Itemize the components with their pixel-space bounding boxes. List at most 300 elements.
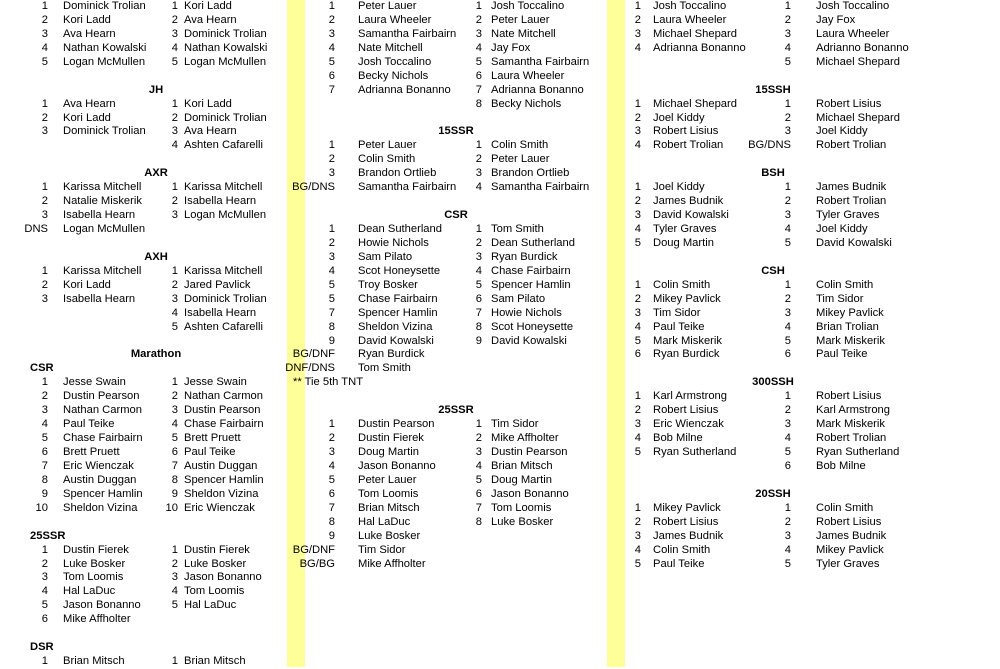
name-second: Paul Teike <box>184 446 236 458</box>
name-second: Spencer Hamlin <box>184 473 264 486</box>
name-second: Logan McMullen <box>184 209 267 222</box>
name-first: Nathan Carmon <box>63 404 142 417</box>
event-title: DSR <box>30 641 54 654</box>
name-second: Jesse Swain <box>184 376 247 389</box>
spacer <box>0 153 287 167</box>
place-first: 1 <box>328 139 335 152</box>
place-first: 9 <box>328 334 335 347</box>
name-second: Chase Fairbairn <box>491 264 571 277</box>
place-second: 2 <box>784 292 791 305</box>
name-first: Chase Fairbairn <box>358 292 438 305</box>
place-first: 4 <box>634 223 641 235</box>
name-first: Kori Ladd <box>63 278 111 291</box>
results-column-2 <box>285 0 607 571</box>
result-row <box>305 139 607 153</box>
place-second: 2 <box>475 13 482 26</box>
result-row <box>0 390 287 404</box>
result-row <box>305 265 607 279</box>
spacer <box>625 251 1000 265</box>
place-first: 1 <box>634 278 641 291</box>
name-second: Samantha Fairbairn <box>491 181 590 194</box>
place-first: 3 <box>41 125 48 138</box>
name-first: Eric Wienczak <box>653 418 724 431</box>
place-first: 4 <box>634 41 641 54</box>
name-first: Jesse Swain <box>63 376 126 389</box>
name-second: Colin Smith <box>816 278 874 291</box>
place-first: 7 <box>328 83 335 96</box>
spacer <box>305 112 607 126</box>
place-first: 4 <box>634 139 641 152</box>
name-second: Kori Ladd <box>184 97 232 110</box>
name-second: Paul Teike <box>816 348 868 361</box>
name-first: Luke Bosker <box>358 529 421 542</box>
results-column-1 <box>0 0 287 669</box>
name-second: Bob Milne <box>816 459 866 472</box>
result-row <box>625 112 1000 126</box>
name-first: Sheldon Vizina <box>358 320 433 333</box>
name-second: Michael Shepard <box>816 111 900 124</box>
result-row <box>0 544 287 558</box>
name-first: Colin Smith <box>653 543 711 556</box>
name-first: Jason Bonanno <box>63 599 141 612</box>
place-first: 2 <box>634 515 641 528</box>
name-second: Doug Martin <box>491 473 552 486</box>
name-second: Tim Sidor <box>491 418 539 431</box>
result-row <box>285 362 607 376</box>
name-first: Dustin Fierek <box>358 432 424 445</box>
name-second: Sam Pilato <box>491 292 546 305</box>
place-first: 2 <box>634 404 641 417</box>
place-first: 2 <box>41 278 48 291</box>
place-second: 4 <box>171 585 178 598</box>
place-first: DNF/DNS <box>285 362 335 375</box>
place-second: 3 <box>475 446 482 458</box>
event-title: CSH <box>761 264 785 277</box>
event-heading <box>0 362 287 376</box>
name-second: Tom Loomis <box>491 501 552 514</box>
event-title: 300SSH <box>752 376 794 389</box>
place-first: 3 <box>634 529 641 542</box>
place-second: 1 <box>784 181 791 194</box>
result-row <box>0 321 287 335</box>
result-row <box>0 558 287 572</box>
place-first: 1 <box>634 181 641 194</box>
name-first: Adrianna Bonanno <box>653 41 746 54</box>
name-second: Brett Pruett <box>184 432 241 445</box>
result-row <box>0 488 287 502</box>
name-second: Dominick Trolian <box>184 292 267 305</box>
place-second: 5 <box>784 334 791 347</box>
result-row <box>305 251 607 265</box>
name-second: Tyler Graves <box>816 557 880 570</box>
event-heading <box>625 488 1000 502</box>
name-second: Robert Trolian <box>816 195 887 208</box>
name-second: Michael Shepard <box>816 55 900 68</box>
event-title: CSR <box>30 362 54 375</box>
name-second: Samantha Fairbairn <box>491 55 590 68</box>
name-first: Tom Loomis <box>63 571 124 584</box>
place-second: 2 <box>171 390 178 403</box>
result-row <box>625 14 1000 28</box>
place-second: 3 <box>784 418 791 431</box>
place-first: 6 <box>41 613 48 626</box>
result-row <box>305 279 607 293</box>
name-second: Tom Smith <box>491 223 544 235</box>
name-first: Brian Mitsch <box>63 655 125 668</box>
name-second: Logan McMullen <box>184 55 267 68</box>
place-second: 2 <box>475 432 482 445</box>
place-second: 5 <box>784 55 791 68</box>
place-first: 5 <box>328 278 335 291</box>
result-row <box>625 335 1000 349</box>
spacer <box>0 237 287 251</box>
result-row <box>625 516 1000 530</box>
name-first: Michael Shepard <box>653 97 737 110</box>
name-second: Jason Bonanno <box>184 571 262 584</box>
name-first: Bob Milne <box>653 432 703 445</box>
result-row <box>305 28 607 42</box>
name-second: Tim Sidor <box>816 292 864 305</box>
spacer <box>625 362 1000 376</box>
name-second: Ava Hearn <box>184 125 237 138</box>
place-first: 3 <box>328 446 335 458</box>
name-second: David Kowalski <box>816 236 892 249</box>
result-row <box>305 446 607 460</box>
name-second: Ava Hearn <box>184 13 237 26</box>
result-row <box>625 237 1000 251</box>
name-first: Mikey Pavlick <box>653 501 721 514</box>
place-first: 7 <box>328 306 335 319</box>
name-first: Karissa Mitchell <box>63 181 142 194</box>
place-first: 4 <box>328 41 335 54</box>
result-row <box>625 195 1000 209</box>
result-row <box>305 474 607 488</box>
result-row <box>625 432 1000 446</box>
name-first: David Kowalski <box>358 334 434 347</box>
place-first: BG/BG <box>299 557 335 570</box>
place-second: 3 <box>171 404 178 417</box>
result-row <box>0 125 287 139</box>
name-second: Luke Bosker <box>491 515 554 528</box>
place-second: 8 <box>475 97 482 110</box>
place-first: 3 <box>328 27 335 40</box>
place-second: 1 <box>475 223 482 235</box>
place-second: 3 <box>171 292 178 305</box>
result-row <box>305 432 607 446</box>
place-first: 3 <box>41 209 48 222</box>
event-heading <box>625 167 1000 181</box>
event-heading <box>625 265 1000 279</box>
place-second: 3 <box>475 167 482 180</box>
name-first: Karissa Mitchell <box>63 264 142 277</box>
place-second: 3 <box>784 27 791 40</box>
place-second: 5 <box>784 236 791 249</box>
name-second: Dominick Trolian <box>184 111 267 124</box>
name-second: Dustin Pearson <box>491 446 568 458</box>
place-first: 3 <box>634 306 641 319</box>
place-second: 1 <box>784 97 791 110</box>
name-first: Troy Bosker <box>358 278 418 291</box>
result-row <box>0 293 287 307</box>
spacer <box>625 70 1000 84</box>
place-second: 7 <box>475 501 482 514</box>
name-first: Peter Lauer <box>358 139 417 152</box>
footnote <box>293 376 607 390</box>
place-second: 3 <box>475 250 482 263</box>
name-second: Mark Miskerik <box>816 418 885 431</box>
name-second: Peter Lauer <box>491 13 550 26</box>
result-row <box>625 418 1000 432</box>
place-second: 1 <box>784 390 791 403</box>
result-row <box>0 14 287 28</box>
place-first: 1 <box>634 390 641 403</box>
result-row <box>0 0 287 14</box>
place-second: 4 <box>171 41 178 54</box>
place-first: 3 <box>634 209 641 222</box>
result-row <box>625 502 1000 516</box>
place-second: 2 <box>784 404 791 417</box>
result-row <box>0 307 287 321</box>
result-row <box>305 42 607 56</box>
place-first: 3 <box>634 125 641 138</box>
result-row <box>625 139 1000 153</box>
place-first: 10 <box>35 501 48 514</box>
name-second: Tom Loomis <box>184 585 245 598</box>
place-first: DNS <box>24 223 48 235</box>
place-second: 2 <box>784 195 791 208</box>
event-heading <box>305 209 607 223</box>
name-first: Hal LaDuc <box>358 515 411 528</box>
name-first: Brandon Ortlieb <box>358 167 437 180</box>
event-heading <box>305 404 607 418</box>
place-first: 2 <box>41 13 48 26</box>
place-second: 2 <box>475 236 482 249</box>
place-first: 2 <box>634 13 641 26</box>
name-second: Dustin Pearson <box>184 404 261 417</box>
name-first: Luke Bosker <box>63 557 126 570</box>
name-second: Colin Smith <box>816 501 874 514</box>
place-first: 2 <box>328 153 335 166</box>
name-first: James Budnik <box>653 195 724 208</box>
place-first: 3 <box>328 250 335 263</box>
name-first: Michael Shepard <box>653 27 737 40</box>
name-second: Nathan Kowalski <box>184 41 268 54</box>
place-first: 1 <box>41 0 48 12</box>
result-row <box>625 446 1000 460</box>
place-second: 1 <box>475 139 482 152</box>
name-first: Eric Wienczak <box>63 459 134 472</box>
name-second: Joel Kiddy <box>816 223 868 235</box>
place-first: 8 <box>328 320 335 333</box>
event-title: 25SSR <box>30 529 66 542</box>
place-second: 3 <box>784 209 791 222</box>
result-row <box>625 181 1000 195</box>
place-first: 5 <box>41 432 48 445</box>
place-first: 5 <box>634 334 641 347</box>
name-second: Robert Lisius <box>816 515 882 528</box>
name-first: Ava Hearn <box>63 97 116 110</box>
name-first: Nathan Kowalski <box>63 41 147 54</box>
name-second: Robert Trolian <box>816 432 887 445</box>
place-first: 9 <box>41 487 48 500</box>
name-second: Colin Smith <box>491 139 549 152</box>
result-row <box>305 307 607 321</box>
name-first: Samantha Fairbairn <box>358 27 457 40</box>
event-title: BSH <box>761 167 785 180</box>
name-first: Colin Smith <box>358 153 416 166</box>
footnote-text: ** Tie 5th TNT <box>293 376 364 389</box>
name-second: Robert Lisius <box>816 97 882 110</box>
place-first: 1 <box>41 655 48 668</box>
result-row <box>305 321 607 335</box>
name-second: Brandon Ortlieb <box>491 167 570 180</box>
place-first: 7 <box>328 501 335 514</box>
name-second: Ashten Cafarelli <box>184 139 263 152</box>
name-second: Karl Armstrong <box>816 404 890 417</box>
name-second: Laura Wheeler <box>816 27 890 40</box>
name-first: Ryan Burdick <box>358 348 425 361</box>
place-second: 8 <box>171 473 178 486</box>
result-row <box>0 195 287 209</box>
name-first: Peter Lauer <box>358 473 417 486</box>
name-first: Tim Sidor <box>653 306 701 319</box>
result-row <box>292 181 607 195</box>
name-first: Spencer Hamlin <box>358 306 438 319</box>
name-second: Mark Miskerik <box>816 334 885 347</box>
name-second: Dustin Fierek <box>184 543 250 556</box>
result-row <box>305 502 607 516</box>
name-first: James Budnik <box>653 529 724 542</box>
name-first: Dean Sutherland <box>358 223 442 235</box>
place-first: 3 <box>41 27 48 40</box>
name-second: Mikey Pavlick <box>816 306 884 319</box>
place-second: 1 <box>171 181 178 194</box>
result-row <box>0 112 287 126</box>
place-first: 3 <box>328 167 335 180</box>
place-first: 3 <box>41 571 48 584</box>
place-second: 5 <box>784 446 791 458</box>
place-second: 3 <box>171 27 178 40</box>
place-first: 5 <box>634 557 641 570</box>
name-second: Spencer Hamlin <box>491 278 571 291</box>
place-first: BG/DNF <box>292 543 335 556</box>
event-heading <box>0 84 287 98</box>
spacer <box>0 516 287 530</box>
name-second: Tyler Graves <box>816 209 880 222</box>
place-second: 4 <box>171 418 178 431</box>
result-row <box>0 98 287 112</box>
place-first: 3 <box>634 418 641 431</box>
place-second: 1 <box>475 418 482 431</box>
event-heading <box>625 376 1000 390</box>
result-row <box>0 42 287 56</box>
place-second: 2 <box>171 557 178 570</box>
place-second: 5 <box>475 473 482 486</box>
name-second: Jay Fox <box>491 41 531 54</box>
place-second: 1 <box>171 264 178 277</box>
place-second: 1 <box>784 278 791 291</box>
place-first: 4 <box>328 264 335 277</box>
name-first: Ryan Sutherland <box>653 446 737 458</box>
place-second: 1 <box>475 0 482 12</box>
event-title: CSR <box>444 209 468 222</box>
name-first: Samantha Fairbairn <box>358 181 457 194</box>
event-heading <box>0 167 287 181</box>
place-second: 4 <box>475 459 482 472</box>
name-first: Mike Affholter <box>358 557 426 570</box>
result-row <box>305 153 607 167</box>
place-second: 1 <box>784 501 791 514</box>
place-second: 9 <box>171 487 178 500</box>
result-row <box>0 571 287 585</box>
result-row <box>0 376 287 390</box>
place-second: 4 <box>784 543 791 556</box>
result-row <box>292 543 607 558</box>
name-second: Jason Bonanno <box>491 487 569 500</box>
place-first: 5 <box>41 55 48 68</box>
name-second: Brian Mitsch <box>184 655 246 668</box>
name-second: Nate Mitchell <box>491 27 556 40</box>
result-row <box>625 530 1000 544</box>
result-row <box>0 181 287 195</box>
event-title: Marathon <box>130 348 182 361</box>
result-row <box>305 84 607 98</box>
name-second: Karissa Mitchell <box>184 264 263 277</box>
place-second: 7 <box>171 459 178 472</box>
name-second: Mikey Pavlick <box>816 543 884 556</box>
name-second: Dean Sutherland <box>491 236 575 249</box>
name-first: Tom Smith <box>358 362 411 375</box>
name-second: Peter Lauer <box>491 153 550 166</box>
result-row <box>0 432 287 446</box>
result-row <box>625 209 1000 223</box>
place-second: 4 <box>784 320 791 333</box>
place-second: 4 <box>475 181 482 194</box>
place-second: 1 <box>171 0 178 12</box>
name-first: Josh Toccalino <box>653 0 727 12</box>
spacer <box>0 70 287 84</box>
place-first: 1 <box>41 376 48 389</box>
place-first: 1 <box>41 264 48 277</box>
name-first: Logan McMullen <box>63 223 146 235</box>
place-first: 6 <box>328 69 335 82</box>
spacer <box>305 390 607 404</box>
name-first: Paul Teike <box>653 557 705 570</box>
place-first: BG/DNF <box>292 348 335 361</box>
name-first: Nate Mitchell <box>358 41 423 54</box>
name-second: David Kowalski <box>491 334 567 347</box>
results-column-3 <box>625 0 1000 571</box>
result-row <box>625 125 1000 139</box>
place-first: 1 <box>41 181 48 194</box>
result-row <box>0 265 287 279</box>
name-second: Josh Toccalino <box>491 0 565 12</box>
result-row <box>0 474 287 488</box>
place-second: 4 <box>475 264 482 277</box>
name-first: Mark Miskerik <box>653 334 722 347</box>
name-second: Ryan Sutherland <box>816 446 900 458</box>
name-first: Joel Kiddy <box>653 181 705 194</box>
name-second: Becky Nichols <box>491 97 562 110</box>
place-second: 2 <box>171 13 178 26</box>
name-first: Tyler Graves <box>653 223 717 235</box>
result-row <box>305 14 607 28</box>
name-first: Peter Lauer <box>358 0 417 12</box>
place-first: 7 <box>41 459 48 472</box>
result-row <box>292 348 607 362</box>
place-first: 1 <box>328 0 335 12</box>
result-row <box>305 530 607 544</box>
